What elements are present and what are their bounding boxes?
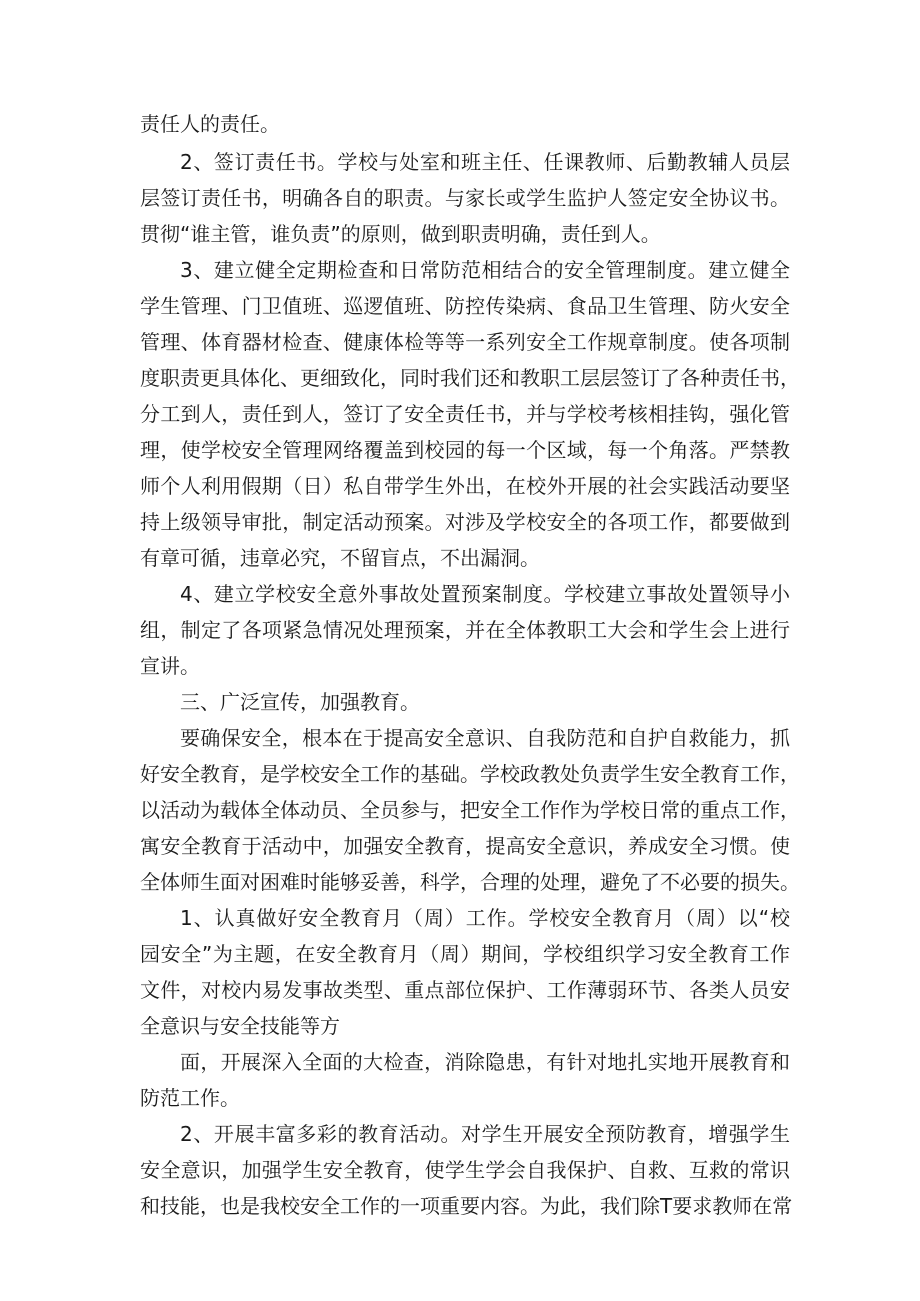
section-heading: 三、广泛宣传，加强教育。 (180, 690, 420, 714)
text-line: 师个人利用假期（日）私自带学生外出，在校外开展的社会实践活动要坚 (140, 474, 790, 498)
text-line: 和技能，也是我校安全工作的一项重要内容。为此，我们除T要求教师在常 (140, 1194, 793, 1218)
text-line: 学生管理、门卫值班、巡逻值班、防控传染病、食品卫生管理、防火安全 (140, 294, 790, 318)
text-line: 防范工作。 (140, 1086, 240, 1110)
text-line: 有章可循，违章必究，不留盲点，不出漏洞。 (140, 546, 540, 570)
text-line: 2、签订责任书。学校与处室和班主任、任课教师、后勤教辅人员层 (180, 150, 790, 174)
text-line: 管理、体育器材检查、健康体检等等一系列安全工作规章制度。使各项制 (140, 330, 790, 354)
text-line: 以活动为载体全体动员、全员参与，把安全工作作为学校日常的重点工作， (140, 798, 800, 822)
text-line: 文件，对校内易发事故类型、重点部位保护、工作薄弱环节、各类人员安 (140, 978, 790, 1002)
text-line: 要确保安全，根本在于提高安全意识、自我防范和自护自救能力，抓 (180, 726, 790, 750)
text-line: 持上级领导审批，制定活动预案。对涉及学校安全的各项工作，都要做到 (140, 510, 790, 534)
text-line: 寓安全教育于活动中，加强安全教育，提高安全意识，养成安全习惯。使 (140, 834, 790, 858)
text-line: 分工到人，责任到人，签订了安全责任书，并与学校考核相挂钩，强化管 (140, 402, 790, 426)
text-line: 组，制定了各项紧急情况处理预案，并在全体教职工大会和学生会上进行 (140, 618, 790, 642)
text-line: 园安全”为主题，在安全教育月（周）期间，学校组织学习安全教育工作 (140, 942, 790, 966)
text-line: 度职责更具体化、更细致化，同时我们还和教职工层层签订了各种责任书， (140, 366, 800, 390)
text-line: 2、开展丰富多彩的教育活动。对学生开展安全预防教育，增强学生 (180, 1122, 790, 1146)
text-line: 安全意识，加强学生安全教育，使学生学会自我保护、自救、互救的常识 (140, 1158, 790, 1182)
text-line: 面，开展深入全面的大检查，消除隐患，有针对地扎实地开展教育和 (180, 1050, 790, 1074)
text-line: 1、认真做好安全教育月（周）工作。学校安全教育月（周）以“校 (180, 906, 790, 930)
text-line: 层签订责任书，明确各自的职责。与家长或学生监护人签定安全协议书。 (140, 186, 790, 210)
text-line: 宣讲。 (140, 654, 200, 678)
text-line: 全意识与安全技能等方 (140, 1014, 340, 1038)
text-line: 责任人的责任。 (140, 112, 280, 136)
text-line: 贯彻“谁主管，谁负责”的原则，做到职责明确，责任到人。 (140, 222, 661, 246)
text-line: 4、建立学校安全意外事故处置预案制度。学校建立事故处置领导小 (180, 582, 790, 606)
text-line: 3、建立健全定期检查和日常防范相结合的安全管理制度。建立健全 (180, 258, 790, 282)
text-line: 好安全教育，是学校安全工作的基础。学校政教处负责学生安全教育工作， (140, 762, 800, 786)
text-line: 理，使学校安全管理网络覆盖到校园的每一个区域，每一个角落。严禁教 (140, 438, 790, 462)
text-line: 全体师生面对困难时能够妥善，科学，合理的处理，避免了不必要的损失。 (140, 870, 800, 894)
